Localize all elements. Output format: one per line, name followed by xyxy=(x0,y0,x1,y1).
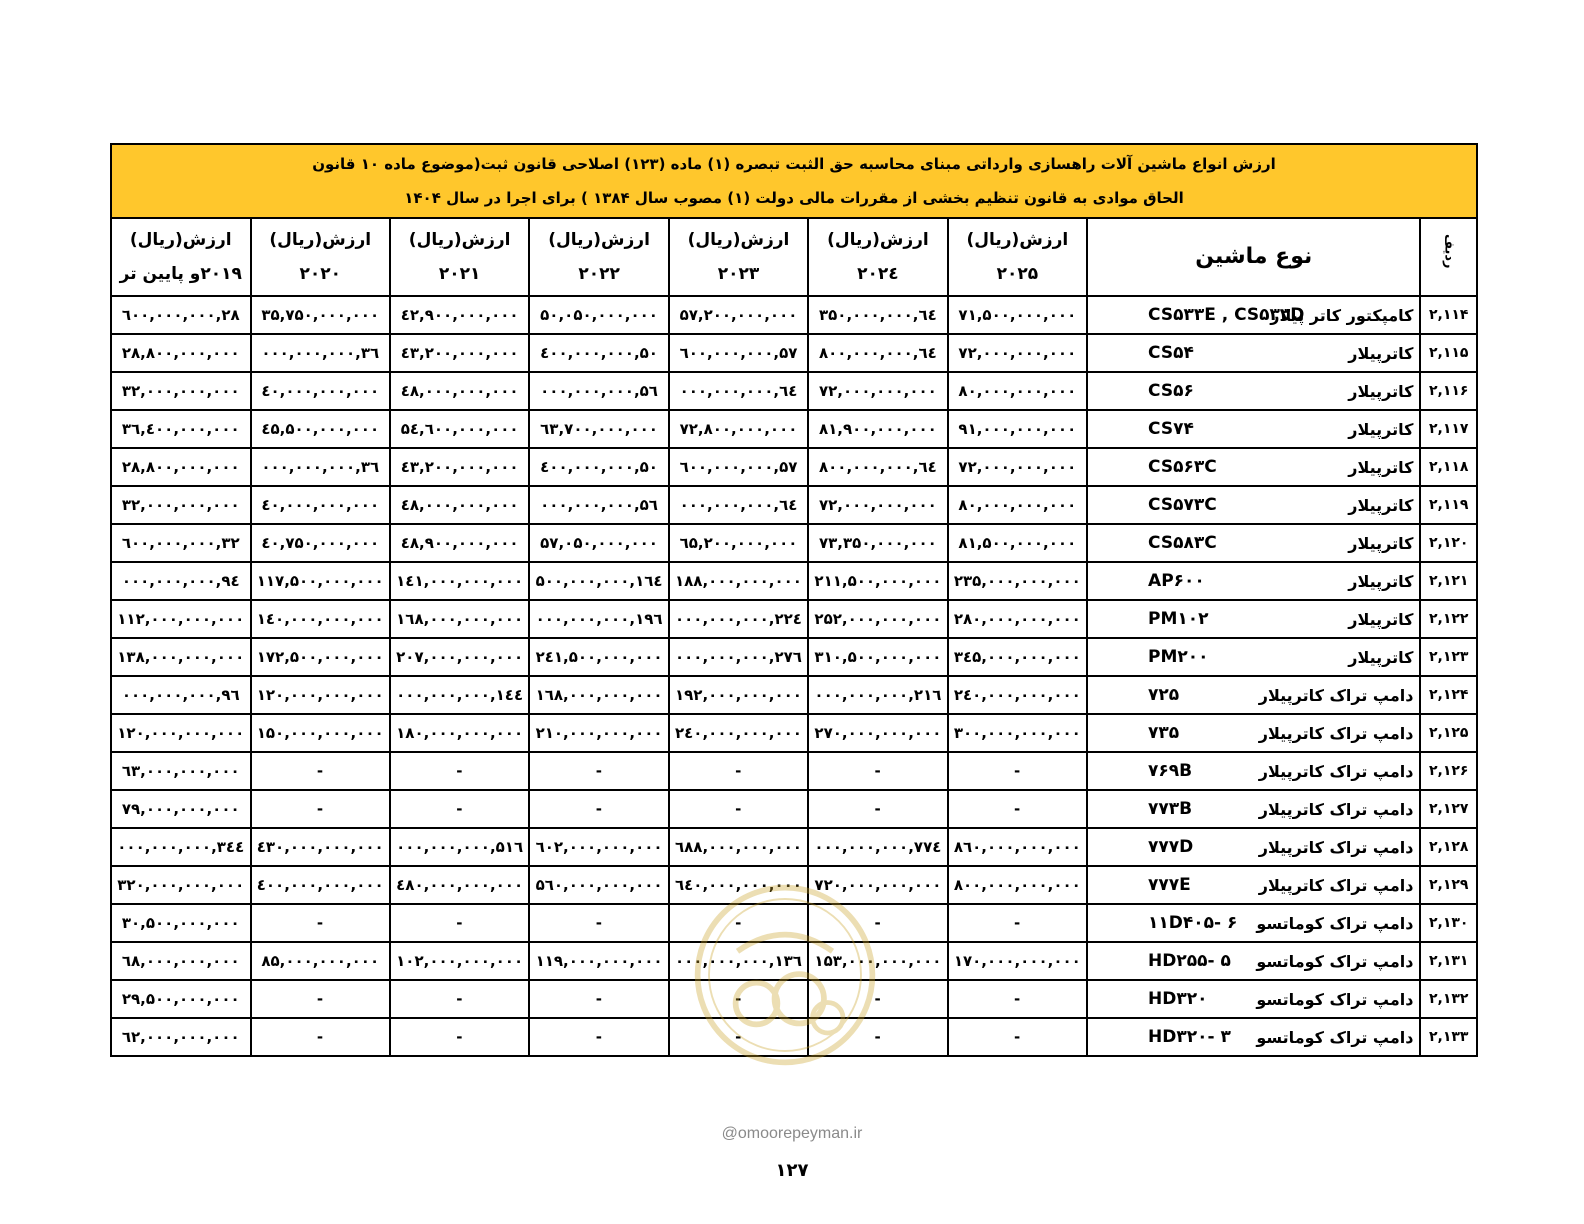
machine-cell xyxy=(1087,980,1420,1018)
value-cell: - xyxy=(808,980,947,1018)
value-cell: ۵۷,۰۵۰,۰۰۰,۰۰۰ xyxy=(529,524,668,562)
machine-model: PM۲۰۰ xyxy=(1148,647,1209,667)
machine-name: دامپ تراک کوماتسو xyxy=(1256,951,1414,971)
value-cell: ۳۲,۰۰۰,۰۰۰,۰۰۰ xyxy=(111,372,251,410)
value-cell: - xyxy=(529,980,668,1018)
machine-cell xyxy=(1087,410,1420,448)
value-cell: ۵۱٦,۰۰۰,۰۰۰,۰۰۰ xyxy=(390,828,529,866)
machine-model: ۷۲۵ xyxy=(1148,685,1180,705)
value-cell: - xyxy=(808,1018,947,1056)
machine-model: CS۵۶۳C xyxy=(1148,457,1217,477)
row-index: ۲,۱۲۰ xyxy=(1420,524,1477,562)
value-cell: ۳٦,۰۰۰,۰۰۰,۰۰۰ xyxy=(251,448,390,486)
machine-model: ۷۶۹B xyxy=(1148,761,1193,781)
table-row xyxy=(111,676,1477,714)
value-cell: - xyxy=(390,980,529,1018)
header-year-2 xyxy=(669,218,808,296)
value-cell: ۲۱۱,۵۰۰,۰۰۰,۰۰۰ xyxy=(808,562,947,600)
value-cell: - xyxy=(808,752,947,790)
value-cell: - xyxy=(251,980,390,1018)
value-cell: - xyxy=(390,752,529,790)
machine-cell xyxy=(1087,372,1420,410)
value-table-sheet xyxy=(110,143,1478,1057)
value-cell: ۱۳٦,۰۰۰,۰۰۰,۰۰۰ xyxy=(669,942,808,980)
value-cell: - xyxy=(669,980,808,1018)
value-cell: - xyxy=(251,790,390,828)
value-cell: ٤۰۰,۰۰۰,۰۰۰,۰۰۰ xyxy=(251,866,390,904)
machine-model: CS۷۴ xyxy=(1148,419,1194,439)
value-cell: - xyxy=(529,1018,668,1056)
header-year-label: ۲۰۲۲ xyxy=(578,264,620,284)
row-index: ۲,۱۱۹ xyxy=(1420,486,1477,524)
header-year-label: ۲۰۲۵ xyxy=(996,264,1039,284)
machine-model: CS۵۴ xyxy=(1148,343,1194,363)
header-machine: نوع ماشین xyxy=(1087,218,1420,296)
value-cell: ٤۰,۰۰۰,۰۰۰,۰۰۰ xyxy=(251,486,390,524)
value-cell: ۲۷۰,۰۰۰,۰۰۰,۰۰۰ xyxy=(808,714,947,752)
header-year-3 xyxy=(529,218,668,296)
header-value-label: ارزش(ریال) xyxy=(129,230,232,250)
machine-cell xyxy=(1087,334,1420,372)
header-value-label: ارزش(ریال) xyxy=(548,230,650,250)
table-body xyxy=(111,296,1477,1056)
value-cell: ۳٦,٤۰۰,۰۰۰,۰۰۰ xyxy=(111,410,251,448)
value-cell: ۸۰,۰۰۰,۰۰۰,۰۰۰ xyxy=(948,372,1087,410)
value-cell: ۷۲۰,۰۰۰,۰۰۰,۰۰۰ xyxy=(808,866,947,904)
value-cell: ۷۳,۳۵۰,۰۰۰,۰۰۰ xyxy=(808,524,947,562)
table-row xyxy=(111,638,1477,676)
table-row xyxy=(111,714,1477,752)
title-line-1: ارزش انواع ماشین آلات راهسازی وارداتی مبنای محاسبه حق الثبت تبصره (۱) ماده (۱۲۳) اصلاحی قانون ثبت(موضوع ماده ۱۰ قانون xyxy=(312,155,1276,173)
machine-cell xyxy=(1087,866,1420,904)
machine-model: ۱۱D۴۰۵- ۶ xyxy=(1148,913,1238,933)
header-year-4 xyxy=(390,218,529,296)
machine-cell xyxy=(1087,448,1420,486)
value-cell: ۱۵۳,۰۰۰,۰۰۰,۰۰۰ xyxy=(808,942,947,980)
value-cell: ۲۳۵,۰۰۰,۰۰۰,۰۰۰ xyxy=(948,562,1087,600)
value-cell: ٤۵,۵۰۰,۰۰۰,۰۰۰ xyxy=(251,410,390,448)
value-cell: ۲۰۷,۰۰۰,۰۰۰,۰۰۰ xyxy=(390,638,529,676)
value-cell: ۱٤۱,۰۰۰,۰۰۰,۰۰۰ xyxy=(390,562,529,600)
value-cell: ۷۲,۰۰۰,۰۰۰,۰۰۰ xyxy=(808,372,947,410)
value-cell: ۷۲,۰۰۰,۰۰۰,۰۰۰ xyxy=(808,486,947,524)
value-cell: - xyxy=(390,904,529,942)
table-row xyxy=(111,790,1477,828)
value-cell: ٦۰۲,۰۰۰,۰۰۰,۰۰۰ xyxy=(529,828,668,866)
row-index: ۲,۱۱۷ xyxy=(1420,410,1477,448)
table-row xyxy=(111,980,1477,1018)
machine-model: CS۵۶ xyxy=(1148,381,1194,401)
value-cell: - xyxy=(948,1018,1087,1056)
value-cell: ٦۸۸,۰۰۰,۰۰۰,۰۰۰ xyxy=(669,828,808,866)
machine-name: کاترپیلار xyxy=(1348,533,1414,553)
value-cell: ۱۰۲,۰۰۰,۰۰۰,۰۰۰ xyxy=(390,942,529,980)
value-cell: ۵٤,٦۰۰,۰۰۰,۰۰۰ xyxy=(390,410,529,448)
machine-name: کامپکتور کاتر پیلار xyxy=(1270,305,1414,325)
machine-cell xyxy=(1087,524,1420,562)
value-cell: ۲٤۱,۵۰۰,۰۰۰,۰۰۰ xyxy=(529,638,668,676)
value-cell: - xyxy=(390,790,529,828)
value-cell: ۲۱۰,۰۰۰,۰۰۰,۰۰۰ xyxy=(529,714,668,752)
value-cell: - xyxy=(390,1018,529,1056)
machine-name: کاترپیلار xyxy=(1348,419,1414,439)
value-cell: ۳٤٤,۰۰۰,۰۰۰,۰۰۰ xyxy=(111,828,251,866)
machine-cell xyxy=(1087,562,1420,600)
value-cell: ۱۸۰,۰۰۰,۰۰۰,۰۰۰ xyxy=(390,714,529,752)
value-cell: ٦۸,۰۰۰,۰۰۰,۰۰۰ xyxy=(111,942,251,980)
machine-model: ۷۷۷D xyxy=(1148,837,1194,857)
value-cell: ۱۱۹,۰۰۰,۰۰۰,۰۰۰ xyxy=(529,942,668,980)
value-cell: ۵۰,۰۵۰,۰۰۰,۰۰۰ xyxy=(529,296,668,334)
header-value-label: ارزش(ریال) xyxy=(966,230,1069,250)
row-index: ۲,۱۱۶ xyxy=(1420,372,1477,410)
row-index: ۲,۱۲۱ xyxy=(1420,562,1477,600)
value-cell: - xyxy=(948,790,1087,828)
machine-model: CS۵۸۳C xyxy=(1148,533,1217,553)
header-year-label: ۲۰۱۹و پایین تر xyxy=(119,264,242,284)
value-cell: ۱۱۲,۰۰۰,۰۰۰,۰۰۰ xyxy=(111,600,251,638)
table-title xyxy=(111,144,1477,218)
value-cell: ۳۲۰,۰۰۰,۰۰۰,۰۰۰ xyxy=(111,866,251,904)
table-row xyxy=(111,296,1477,334)
value-cell: ٤۳,۲۰۰,۰۰۰,۰۰۰ xyxy=(390,334,529,372)
table-row xyxy=(111,904,1477,942)
table-row xyxy=(111,752,1477,790)
value-cell: ٦۲,۰۰۰,۰۰۰,۰۰۰ xyxy=(111,1018,251,1056)
value-cell: ٤۳,۲۰۰,۰۰۰,۰۰۰ xyxy=(390,448,529,486)
row-index: ۲,۱۲۸ xyxy=(1420,828,1477,866)
value-cell: ۵۷,٦۰۰,۰۰۰,۰۰۰ xyxy=(669,334,808,372)
value-cell: ۱۲۰,۰۰۰,۰۰۰,۰۰۰ xyxy=(251,676,390,714)
machine-name: دامپ تراک کاترپیلار xyxy=(1258,723,1414,743)
machine-cell xyxy=(1087,942,1420,980)
machine-cell xyxy=(1087,296,1420,334)
value-cell: ۲٤۰,۰۰۰,۰۰۰,۰۰۰ xyxy=(669,714,808,752)
table-row xyxy=(111,562,1477,600)
value-cell: - xyxy=(669,904,808,942)
machine-name: کاترپیلار xyxy=(1348,647,1414,667)
value-cell: ۷۷٤,۰۰۰,۰۰۰,۰۰۰ xyxy=(808,828,947,866)
value-cell: ۱٤٤,۰۰۰,۰۰۰,۰۰۰ xyxy=(390,676,529,714)
value-cell: ۷۹,۰۰۰,۰۰۰,۰۰۰ xyxy=(111,790,251,828)
value-cell: ۱۱۷,۵۰۰,۰۰۰,۰۰۰ xyxy=(251,562,390,600)
header-index-label: ردیف xyxy=(1441,233,1457,269)
machine-name: دامپ تراک کاترپیلار xyxy=(1258,837,1414,857)
value-cell: ۱۹٦,۰۰۰,۰۰۰,۰۰۰ xyxy=(529,600,668,638)
row-index: ۲,۱۲۹ xyxy=(1420,866,1477,904)
value-cell: ۳۲,٦۰۰,۰۰۰,۰۰۰ xyxy=(111,524,251,562)
machine-name: دامپ تراک کاترپیلار xyxy=(1258,799,1414,819)
value-cell: ۵۰,٤۰۰,۰۰۰,۰۰۰ xyxy=(529,448,668,486)
value-cell: ٦۳,۷۰۰,۰۰۰,۰۰۰ xyxy=(529,410,668,448)
value-cell: ۱٦۸,۰۰۰,۰۰۰,۰۰۰ xyxy=(390,600,529,638)
machine-cell xyxy=(1087,1018,1420,1056)
value-cell: ٦٤,۸۰۰,۰۰۰,۰۰۰ xyxy=(808,334,947,372)
header-value-label: ارزش(ریال) xyxy=(269,230,372,250)
row-index: ۲,۱۱۵ xyxy=(1420,334,1477,372)
value-cell: ۵۷,٦۰۰,۰۰۰,۰۰۰ xyxy=(669,448,808,486)
machine-cell xyxy=(1087,828,1420,866)
header-value-label: ارزش(ریال) xyxy=(687,230,790,250)
machine-name: کاترپیلار xyxy=(1348,457,1414,477)
value-cell: ٤۳۰,۰۰۰,۰۰۰,۰۰۰ xyxy=(251,828,390,866)
machine-model: AP۶۰۰ xyxy=(1148,571,1205,591)
value-cell: - xyxy=(251,1018,390,1056)
machine-name: کاترپیلار xyxy=(1348,343,1414,363)
value-cell: ۷۲,۰۰۰,۰۰۰,۰۰۰ xyxy=(948,334,1087,372)
machine-model: ۷۷۷E xyxy=(1148,875,1191,895)
value-cell: ٤۰,۷۵۰,۰۰۰,۰۰۰ xyxy=(251,524,390,562)
page-number: ۱۲۷ xyxy=(775,1160,809,1181)
value-cell: ۷۲,۰۰۰,۰۰۰,۰۰۰ xyxy=(948,448,1087,486)
value-cell: ۸۱,۹۰۰,۰۰۰,۰۰۰ xyxy=(808,410,947,448)
value-cell: - xyxy=(251,904,390,942)
value-cell: ۳۵,۷۵۰,۰۰۰,۰۰۰ xyxy=(251,296,390,334)
value-cell: - xyxy=(948,752,1087,790)
value-cell: ۵٦,۰۰۰,۰۰۰,۰۰۰ xyxy=(529,372,668,410)
value-cell: ٤۸,۰۰۰,۰۰۰,۰۰۰ xyxy=(390,372,529,410)
machine-name: کاترپیلار xyxy=(1348,609,1414,629)
value-cell: - xyxy=(948,980,1087,1018)
value-cell: ۵٦,۰۰۰,۰۰۰,۰۰۰ xyxy=(529,486,668,524)
machine-name: کاترپیلار xyxy=(1348,571,1414,591)
header-year-label: ۲۰۲٤ xyxy=(857,264,899,284)
row-index: ۲,۱۲۴ xyxy=(1420,676,1477,714)
row-index: ۲,۱۱۴ xyxy=(1420,296,1477,334)
value-cell: ۲۹,۵۰۰,۰۰۰,۰۰۰ xyxy=(111,980,251,1018)
table-row xyxy=(111,600,1477,638)
row-index: ۲,۱۲۵ xyxy=(1420,714,1477,752)
value-cell: - xyxy=(669,1018,808,1056)
value-cell: ۹٦,۰۰۰,۰۰۰,۰۰۰ xyxy=(111,676,251,714)
value-cell: ۱۹۲,۰۰۰,۰۰۰,۰۰۰ xyxy=(669,676,808,714)
value-cell: ۷۲,۸۰۰,۰۰۰,۰۰۰ xyxy=(669,410,808,448)
header-year-1 xyxy=(808,218,947,296)
value-cell: ٤۸۰,۰۰۰,۰۰۰,۰۰۰ xyxy=(390,866,529,904)
machine-name: دامپ تراک کاترپیلار xyxy=(1258,685,1414,705)
machine-cell xyxy=(1087,676,1420,714)
table-row xyxy=(111,410,1477,448)
machine-cell xyxy=(1087,486,1420,524)
machine-cell xyxy=(1087,600,1420,638)
value-cell: - xyxy=(669,752,808,790)
value-cell: ۱۷۲,۵۰۰,۰۰۰,۰۰۰ xyxy=(251,638,390,676)
value-cell: ٦٤,۸۰۰,۰۰۰,۰۰۰ xyxy=(808,448,947,486)
value-cell: ۱٦۸,۰۰۰,۰۰۰,۰۰۰ xyxy=(529,676,668,714)
machine-model: PM۱۰۲ xyxy=(1148,609,1209,629)
machine-name: کاترپیلار xyxy=(1348,495,1414,515)
header-index xyxy=(1420,218,1477,296)
machine-model: CS۵۷۳C xyxy=(1148,495,1217,515)
machine-name: دامپ تراک کاترپیلار xyxy=(1258,761,1414,781)
row-index: ۲,۱۳۱ xyxy=(1420,942,1477,980)
header-value-label: ارزش(ریال) xyxy=(827,230,929,250)
value-cell: ۲۱٦,۰۰۰,۰۰۰,۰۰۰ xyxy=(808,676,947,714)
value-cell: ۲۲٤,۰۰۰,۰۰۰,۰۰۰ xyxy=(669,600,808,638)
value-cell: ۳٤۵,۰۰۰,۰۰۰,۰۰۰ xyxy=(948,638,1087,676)
value-cell: ۵٦۰,۰۰۰,۰۰۰,۰۰۰ xyxy=(529,866,668,904)
header-year-label: ۲۰۲۰ xyxy=(299,264,341,284)
table-row xyxy=(111,486,1477,524)
table-row xyxy=(111,524,1477,562)
value-cell: - xyxy=(529,752,668,790)
machine-name: دامپ تراک کوماتسو xyxy=(1256,989,1414,1009)
value-cell: ٦٤,۳۵۰,۰۰۰,۰۰۰ xyxy=(808,296,947,334)
value-cell: ۸۵,۰۰۰,۰۰۰,۰۰۰ xyxy=(251,942,390,980)
header-year-label: ۲۰۲۱ xyxy=(438,264,481,284)
table-row xyxy=(111,448,1477,486)
value-cell: ۲٤۰,۰۰۰,۰۰۰,۰۰۰ xyxy=(948,676,1087,714)
machine-value-table xyxy=(110,143,1478,1057)
value-cell: ٦۳,۰۰۰,۰۰۰,۰۰۰ xyxy=(111,752,251,790)
value-cell: ۵۷,۲۰۰,۰۰۰,۰۰۰ xyxy=(669,296,808,334)
value-cell: - xyxy=(529,790,668,828)
value-cell: ۸۰۰,۰۰۰,۰۰۰,۰۰۰ xyxy=(948,866,1087,904)
machine-model: CS۵۳۳E , CS۵۳۳D xyxy=(1148,305,1305,325)
machine-name: دامپ تراک کاترپیلار xyxy=(1258,875,1414,895)
value-cell: ۳۰۰,۰۰۰,۰۰۰,۰۰۰ xyxy=(948,714,1087,752)
value-cell: ۱٤۰,۰۰۰,۰۰۰,۰۰۰ xyxy=(251,600,390,638)
value-cell: ۳۰,۵۰۰,۰۰۰,۰۰۰ xyxy=(111,904,251,942)
header-row xyxy=(111,218,1477,296)
table-row xyxy=(111,828,1477,866)
value-cell: ٦٤,۰۰۰,۰۰۰,۰۰۰ xyxy=(669,486,808,524)
machine-cell xyxy=(1087,790,1420,828)
row-index: ۲,۱۲۳ xyxy=(1420,638,1477,676)
value-cell: ۷۱,۵۰۰,۰۰۰,۰۰۰ xyxy=(948,296,1087,334)
value-cell: - xyxy=(251,752,390,790)
machine-name: دامپ تراک کوماتسو xyxy=(1256,1027,1414,1047)
row-index: ۲,۱۳۰ xyxy=(1420,904,1477,942)
value-cell: ۳۱۰,۵۰۰,۰۰۰,۰۰۰ xyxy=(808,638,947,676)
value-cell: ٤۸,۰۰۰,۰۰۰,۰۰۰ xyxy=(390,486,529,524)
header-year-label: ۲۰۲۳ xyxy=(717,264,760,284)
value-cell: ۵۰,٤۰۰,۰۰۰,۰۰۰ xyxy=(529,334,668,372)
header-value-label: ارزش(ریال) xyxy=(408,230,511,250)
title-line-2: الحاق موادی به قانون تنظیم بخشی از مقررات مالی دولت (۱) مصوب سال ۱۳۸۴ ) برای اجرا در سال ۱۴۰۴ xyxy=(404,189,1184,207)
machine-cell xyxy=(1087,714,1420,752)
value-cell: - xyxy=(808,904,947,942)
value-cell: ۲۵۲,۰۰۰,۰۰۰,۰۰۰ xyxy=(808,600,947,638)
value-cell: ۹۱,۰۰۰,۰۰۰,۰۰۰ xyxy=(948,410,1087,448)
value-cell: ٦٤۰,۰۰۰,۰۰۰,۰۰۰ xyxy=(669,866,808,904)
row-index: ۲,۱۳۲ xyxy=(1420,980,1477,1018)
row-index: ۲,۱۲۲ xyxy=(1420,600,1477,638)
value-cell: ۱٦٤,۵۰۰,۰۰۰,۰۰۰ xyxy=(529,562,668,600)
row-index: ۲,۱۳۳ xyxy=(1420,1018,1477,1056)
value-cell: - xyxy=(808,790,947,828)
table-row xyxy=(111,334,1477,372)
machine-name: دامپ تراک کوماتسو xyxy=(1256,913,1414,933)
machine-cell xyxy=(1087,752,1420,790)
machine-model: HD۲۵۵- ۵ xyxy=(1148,951,1231,971)
value-cell: - xyxy=(948,904,1087,942)
table-row xyxy=(111,942,1477,980)
value-cell: ۲۸۰,۰۰۰,۰۰۰,۰۰۰ xyxy=(948,600,1087,638)
value-cell: - xyxy=(529,904,668,942)
machine-model: ۷۷۳B xyxy=(1148,799,1193,819)
table-row xyxy=(111,1018,1477,1056)
machine-model: HD۳۲۰ xyxy=(1148,989,1208,1009)
value-cell: ۲۸,۸۰۰,۰۰۰,۰۰۰ xyxy=(111,448,251,486)
value-cell: ۹٤,۰۰۰,۰۰۰,۰۰۰ xyxy=(111,562,251,600)
machine-name: کاترپیلار xyxy=(1348,381,1414,401)
value-cell: ۸۰,۰۰۰,۰۰۰,۰۰۰ xyxy=(948,486,1087,524)
value-cell: ۱۲۰,۰۰۰,۰۰۰,۰۰۰ xyxy=(111,714,251,752)
machine-model: HD۳۲۰- ۳ xyxy=(1148,1027,1231,1047)
row-index: ۲,۱۲۷ xyxy=(1420,790,1477,828)
value-cell: ۱۸۸,۰۰۰,۰۰۰,۰۰۰ xyxy=(669,562,808,600)
value-cell: ٤۰,۰۰۰,۰۰۰,۰۰۰ xyxy=(251,372,390,410)
value-cell: ٦۵,۲۰۰,۰۰۰,۰۰۰ xyxy=(669,524,808,562)
value-cell: ٤۲,۹۰۰,۰۰۰,۰۰۰ xyxy=(390,296,529,334)
value-cell: ۱۵۰,۰۰۰,۰۰۰,۰۰۰ xyxy=(251,714,390,752)
value-cell: ۱۷۰,۰۰۰,۰۰۰,۰۰۰ xyxy=(948,942,1087,980)
header-year-0 xyxy=(948,218,1087,296)
machine-cell xyxy=(1087,904,1420,942)
website-watermark: @omoorepeyman.ir xyxy=(721,1125,863,1142)
value-cell: ٤۸,۹۰۰,۰۰۰,۰۰۰ xyxy=(390,524,529,562)
value-cell: - xyxy=(669,790,808,828)
row-index: ۲,۱۱۸ xyxy=(1420,448,1477,486)
table-row xyxy=(111,372,1477,410)
header-year-5 xyxy=(251,218,390,296)
machine-cell xyxy=(1087,638,1420,676)
value-cell: ٦٤,۰۰۰,۰۰۰,۰۰۰ xyxy=(669,372,808,410)
value-cell: ۳۲,۰۰۰,۰۰۰,۰۰۰ xyxy=(111,486,251,524)
value-cell: ۸۱,۵۰۰,۰۰۰,۰۰۰ xyxy=(948,524,1087,562)
row-index: ۲,۱۲۶ xyxy=(1420,752,1477,790)
table-row xyxy=(111,866,1477,904)
value-cell: ۲۸,۸۰۰,۰۰۰,۰۰۰ xyxy=(111,334,251,372)
value-cell: ۸٦۰,۰۰۰,۰۰۰,۰۰۰ xyxy=(948,828,1087,866)
machine-model: ۷۳۵ xyxy=(1148,723,1180,743)
header-year-6 xyxy=(111,218,251,296)
value-cell: ۲۷٦,۰۰۰,۰۰۰,۰۰۰ xyxy=(669,638,808,676)
value-cell: ۱۳۸,۰۰۰,۰۰۰,۰۰۰ xyxy=(111,638,251,676)
value-cell: ۲۸,٦۰۰,۰۰۰,۰۰۰ xyxy=(111,296,251,334)
value-cell: ۳٦,۰۰۰,۰۰۰,۰۰۰ xyxy=(251,334,390,372)
